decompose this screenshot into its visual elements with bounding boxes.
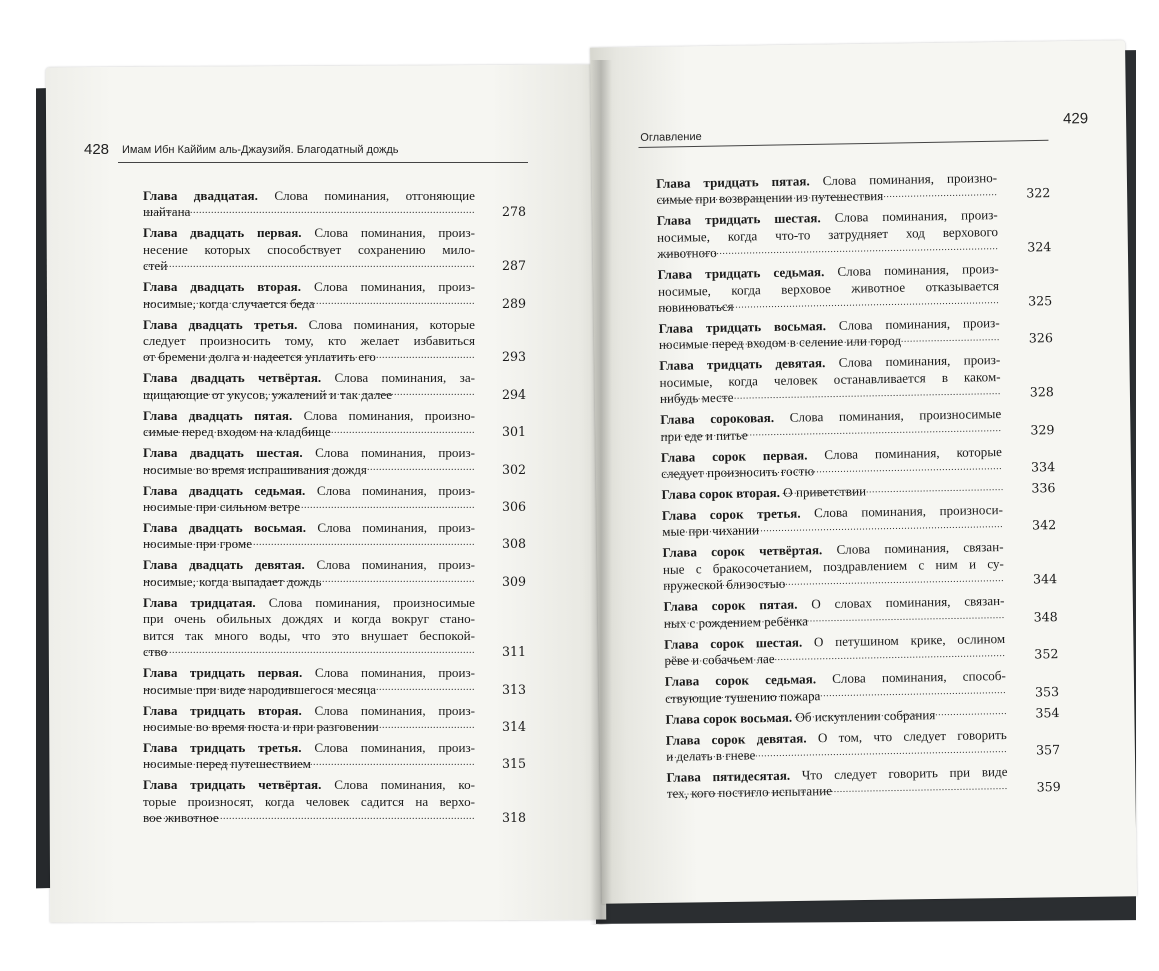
chapter-description: рёве и собачьем лае ..... (664, 651, 774, 668)
toc-page-number: 311 (501, 644, 526, 660)
chapter-description: Слова поминания, которые (807, 443, 1002, 463)
chapter-description: ство ..... (143, 644, 167, 659)
toc-page-number: 314 (501, 718, 526, 734)
toc-entry (143, 557, 526, 590)
chapter-description: Слова поминания, за- (321, 370, 475, 386)
toc-entry-line (143, 703, 475, 719)
toc-page-number: 326 (1028, 330, 1054, 346)
toc-page-number: 293 (501, 349, 526, 365)
chapter-label: Глава тридцать пятая. (656, 173, 810, 191)
toc-page-number: 278 (501, 204, 526, 220)
chapter-description: Слова поминания, произ- (301, 279, 475, 295)
toc-entry (143, 188, 526, 221)
toc-entry-title (143, 370, 475, 403)
chapter-label: Глава сорок четвёртая. (662, 542, 823, 561)
chapter-label: Глава двадцать девятая. (143, 557, 305, 573)
chapter-description: носимые, когда случается беда ..... (143, 296, 315, 311)
toc-entry-line (143, 462, 475, 478)
chapter-description: Слова поминания, произносимые (773, 406, 1002, 426)
toc-page-number: 342 (1031, 517, 1057, 533)
toc-page-number: 329 (1030, 421, 1055, 438)
toc-entry-title (659, 315, 1001, 354)
chapter-description: Слова поминания, произ- (302, 445, 475, 461)
toc-entry-line (143, 794, 475, 810)
toc-entry-line (665, 684, 1006, 706)
toc-entry-line (667, 780, 1008, 802)
toc-entry (661, 480, 1055, 503)
toc-entry-title (658, 261, 1000, 316)
toc-entry-title (666, 764, 1008, 803)
chapter-description: вое животное ..... (143, 810, 219, 825)
toc-entry-line (665, 705, 1006, 727)
toc-page-number: 302 (501, 461, 526, 477)
toc-page-number: 344 (1032, 571, 1058, 587)
toc-entry-line (143, 333, 475, 349)
chapter-label: Глава двадцать первая. (143, 225, 302, 241)
chapter-description: ных с рождением ребёнка ..... (664, 613, 808, 631)
toc-entry (662, 539, 1057, 595)
toc-entry-title (657, 207, 999, 262)
chapter-description: Слова поминания, произ- (306, 520, 475, 536)
chapter-description: Слова поминания, произ- (304, 557, 475, 573)
chapter-description: и делать в гневе ..... (666, 747, 756, 764)
toc-page-number: 294 (501, 386, 526, 402)
chapter-description: Слова поминания, отгоняющие (257, 188, 475, 203)
toc-entry-line (660, 423, 1001, 445)
toc-entry-title (143, 557, 475, 590)
chapter-label: Глава сорок шестая. (664, 634, 803, 652)
toc-entry-line (661, 460, 1002, 482)
chapter-description: О том, что следует говорить (806, 726, 1007, 745)
toc-entry-line (660, 385, 1001, 407)
toc-entry (663, 592, 1058, 632)
toc-entry-line (143, 557, 475, 573)
chapter-description: Слова поминания, произ- (301, 739, 475, 755)
chapter-label: Глава двадцать седьмая. (143, 482, 306, 498)
toc-entry-line (143, 349, 475, 365)
chapter-description: Слова поминания, способ- (815, 668, 1006, 687)
toc-entry-line (656, 186, 997, 208)
toc-page-number: 287 (501, 258, 526, 274)
chapter-description: вится так много воды, что это внушает беспокой- (143, 627, 475, 643)
toc-page-number: 301 (501, 424, 526, 440)
toc-entry-line (659, 331, 1000, 353)
chapter-description: шайтана ..... (143, 204, 190, 219)
toc-entry-line (143, 317, 475, 333)
chapter-label: Глава двадцать третья. (143, 316, 298, 332)
toc-entry (666, 763, 1061, 803)
chapter-label: Глава сорок восьмая. (665, 709, 793, 727)
toc-entry-line (143, 810, 475, 826)
toc-page-number: 313 (501, 681, 526, 697)
chapter-description: повиноваться ..... (658, 299, 734, 315)
toc-entry-title (663, 593, 1005, 632)
toc-entry-line (143, 520, 475, 536)
chapter-description: носимые во время поста и при разговении ..... (143, 719, 379, 734)
chapter-label: Глава двадцать четвёртая. (143, 370, 322, 386)
chapter-description: ные с бракосочетанием, поздравлением с ним и су- (662, 555, 1004, 577)
toc-entry (143, 445, 526, 478)
toc-page-number: 308 (501, 536, 526, 552)
chapter-description: мые при чихании ..... (662, 523, 759, 540)
left-running-title: Имам Ибн Каййим аль-Джаузийя. Благодатный дождь (122, 144, 399, 156)
chapter-description: О петушином крике, ослином (802, 630, 1006, 650)
chapter-description: носимые, когда выпадает дождь ..... (143, 574, 322, 589)
chapter-description: Слова поминания, произно- (292, 407, 475, 423)
toc-entry (143, 740, 526, 773)
toc-page-number: 357 (1035, 741, 1061, 758)
chapter-description: щищающие от укусов, ужалений и так далее ..... (143, 387, 392, 402)
toc-entry-line (143, 258, 475, 274)
toc-entry-line (143, 611, 475, 627)
chapter-description: Слова поминания, ко- (321, 777, 475, 793)
toc-entry-line (143, 756, 475, 772)
chapter-label: Глава двадцать пятая. (143, 407, 293, 423)
chapter-label: Глава тридцать шестая. (656, 210, 821, 229)
chapter-label: Глава пятидесятая. (666, 767, 791, 785)
chapter-description: тех, кого постигло испытание ..... (667, 783, 832, 801)
toc-entry-title (143, 703, 475, 736)
chapter-description: Слова поминания, произ- (825, 315, 1000, 334)
toc-entry-line (143, 408, 475, 424)
book-gutter (590, 60, 612, 925)
toc-page-number: 353 (1034, 683, 1060, 699)
chapter-description: ствующие тушению пожара ..... (665, 688, 821, 706)
toc-page-number: 328 (1029, 384, 1054, 400)
toc-entry-line (666, 743, 1007, 765)
chapter-description: О словах поминания, связан- (797, 593, 1005, 612)
toc-entry-title (143, 595, 475, 661)
toc-page-number: 318 (501, 810, 526, 826)
toc-entry (661, 443, 1056, 483)
chapter-label: Глава сорок третья. (661, 505, 801, 524)
toc-entry-line (143, 665, 475, 681)
chapter-description: Что следует говорить при виде (790, 763, 1008, 783)
toc-entry-line (143, 370, 475, 386)
chapter-description: Слова поминания, произносимые (255, 594, 475, 610)
toc-page-number: 315 (501, 756, 526, 772)
toc-page-number: 359 (1036, 779, 1061, 795)
chapter-description: при еде и питье ..... (660, 427, 747, 444)
toc-page-number: 348 (1033, 608, 1058, 625)
chapter-description: Слова поминания, произ- (301, 702, 475, 718)
toc-entry-line (663, 572, 1004, 594)
chapter-label: Глава тридцать первая. (143, 665, 303, 681)
toc-entry-line (143, 204, 475, 220)
toc-entry (665, 705, 1059, 728)
toc-entry-title (662, 539, 1004, 594)
toc-page-number: 325 (1028, 293, 1053, 309)
chapter-description: несение которых способствует сохранению мило- (143, 241, 475, 257)
toc-entry-line (661, 481, 1002, 503)
chapter-description: Слова поминания, произно- (809, 170, 998, 189)
chapter-description: нибудь месте ..... (660, 390, 734, 406)
toc-entry (665, 667, 1060, 707)
toc-entry (143, 370, 526, 403)
toc-entry-title (143, 445, 475, 478)
toc-page-number: 354 (1035, 704, 1060, 720)
toc-entry-line (143, 445, 475, 461)
toc-entry-line (143, 719, 475, 735)
toc-entry-title (664, 631, 1006, 670)
toc-entry (143, 777, 526, 826)
toc-page-number: 289 (501, 295, 526, 311)
toc-entry (658, 260, 1053, 316)
toc-entry-title (143, 188, 475, 221)
chapter-description: Слова поминания, произ- (301, 225, 475, 241)
toc-entry-title (662, 502, 1004, 541)
chapter-label: Глава тридцать четвёртая. (143, 777, 322, 793)
toc-entry-title (661, 481, 1002, 503)
right-toc (656, 169, 1061, 807)
toc-entry-line (143, 536, 475, 552)
chapter-label: Глава сорок пятая. (663, 596, 798, 615)
chapter-label: Глава сорок девятая. (665, 729, 807, 748)
toc-entry-line (664, 647, 1005, 669)
chapter-description: Слова поминания, произ- (305, 482, 475, 498)
toc-page-number: 336 (1031, 480, 1056, 496)
toc-entry-line (662, 518, 1003, 540)
chapter-description: носимые, когда человек останавливается в каком- (659, 368, 1001, 390)
chapter-label: Глава сороковая. (660, 410, 775, 428)
chapter-label: Глава тридцать девятая. (659, 355, 826, 374)
toc-entry-line (143, 682, 475, 698)
chapter-description: Слова поминания, которые (297, 316, 475, 332)
toc-entry-title (143, 483, 475, 516)
toc-entry-title (660, 406, 1002, 445)
chapter-description: Слова поминания, произ- (820, 207, 998, 226)
chapter-label: Глава тридцать седьмая. (657, 264, 825, 283)
chapter-label: Глава тридцать третья. (143, 739, 302, 755)
toc-page-number: 334 (1030, 459, 1056, 475)
toc-entry-line (664, 610, 1005, 632)
toc-entry-title (143, 408, 475, 441)
chapter-label: Глава двадцать восьмая. (143, 520, 306, 536)
chapter-description: носимые перед путешествием ..... (143, 756, 311, 771)
chapter-description: стей ..... (143, 258, 167, 273)
toc-entry (143, 225, 526, 274)
chapter-description: следует произносить тому, кто желает избавиться (143, 333, 475, 349)
toc-entry-line (143, 225, 475, 241)
toc-entry-line (143, 628, 475, 644)
chapter-label: Глава тридцать вторая. (143, 702, 302, 718)
chapter-description: симые при возвращении из путешествия ..... (656, 188, 883, 207)
chapter-description: носимые во время испрашивания дождя ..... (143, 462, 367, 477)
toc-entry (143, 665, 526, 698)
toc-entry (664, 630, 1059, 670)
toc-entry-title (143, 520, 475, 553)
chapter-description: Слова поминания, произ- (302, 665, 475, 681)
left-toc (143, 188, 526, 831)
chapter-description: Слова поминания, произ- (824, 261, 999, 280)
chapter-description: пружеской близостью ..... (663, 576, 785, 593)
chapter-description: носимые, когда верховое животное отказывается (657, 277, 1000, 299)
chapter-description: О приветствии ..... (780, 483, 866, 500)
toc-entry (666, 726, 1061, 766)
toc-entry (660, 405, 1055, 445)
toc-entry-line (143, 483, 475, 499)
toc-entry-title (143, 740, 475, 773)
toc-entry (659, 314, 1054, 354)
toc-entry-line (143, 499, 475, 515)
toc-entry-title (143, 777, 475, 826)
toc-entry (143, 408, 526, 441)
toc-entry (143, 483, 526, 516)
left-page-number: 428 (84, 141, 110, 158)
chapter-description: Слова поминания, произноси- (800, 502, 1004, 521)
toc-entry-line (143, 777, 475, 793)
toc-entry-line (143, 279, 475, 295)
toc-entry-title (143, 665, 475, 698)
chapter-label: Глава двадцатая. (143, 188, 258, 203)
toc-entry-line (143, 595, 475, 611)
chapter-label: Глава сорок седьмая. (664, 671, 817, 690)
chapter-description: симые перед входом на кладбище ..... (143, 424, 331, 439)
chapter-label: Глава тридцать восьмая. (658, 318, 827, 337)
toc-entry-title (665, 668, 1007, 707)
toc-entry-title (143, 225, 475, 274)
chapter-description: носимые, когда что-то затрудняет ход верхового (656, 223, 999, 245)
toc-entry-title (143, 317, 475, 366)
toc-entry (143, 279, 526, 312)
toc-entry (656, 169, 1051, 209)
toc-entry-title (143, 279, 475, 312)
chapter-description: при очень обильных дождях и когда вокруг стано- (143, 611, 475, 627)
toc-entry-title (659, 352, 1001, 407)
toc-entry-line (143, 740, 475, 756)
toc-page-number: 309 (501, 573, 526, 589)
toc-page-number: 322 (1026, 185, 1051, 201)
chapter-label: Глава сорок первая. (660, 447, 808, 465)
chapter-label: Глава двадцать шестая. (143, 445, 303, 461)
toc-entry-line (658, 294, 999, 316)
toc-entry-line (143, 644, 475, 660)
toc-entry-line (143, 574, 475, 590)
toc-entry-line (143, 296, 475, 312)
toc-entry (143, 317, 526, 366)
toc-entry-line (143, 424, 475, 440)
toc-entry-line (143, 188, 475, 204)
toc-entry-line (143, 387, 475, 403)
toc-entry-line (657, 240, 998, 262)
toc-entry-title (665, 705, 1006, 727)
toc-page-number: 352 (1034, 646, 1059, 662)
toc-entry (662, 501, 1057, 541)
chapter-label: Глава двадцать вторая. (143, 279, 302, 295)
toc-entry (659, 352, 1054, 408)
toc-entry-title (656, 170, 998, 209)
chapter-description: носимые при виде народившегося месяца ..... (143, 682, 376, 697)
chapter-description: торые произносят, когда человек садится на верхо- (143, 793, 475, 809)
toc-page-number: 324 (1027, 239, 1052, 255)
chapter-description: Слова поминания, произ- (825, 352, 1001, 371)
toc-entry-title (666, 726, 1008, 765)
chapter-description: носимые при сильном ветре ..... (143, 499, 300, 514)
chapter-description: животного ..... (657, 245, 717, 261)
left-header-rule (118, 162, 528, 163)
toc-page-number: 306 (501, 499, 526, 515)
chapter-description: от бремени долга и надеется уплатить его ..... (143, 349, 376, 364)
toc-entry (657, 207, 1052, 263)
chapter-label: Глава тридцатая. (143, 594, 256, 610)
chapter-label: Глава сорок вторая. (661, 484, 781, 503)
right-page-number: 429 (1062, 110, 1089, 128)
toc-entry-title (661, 444, 1003, 483)
right-running-title: Оглавление (640, 130, 702, 144)
toc-entry (143, 595, 526, 661)
toc-entry-line (143, 242, 475, 258)
chapter-description: следует произносить гостю ..... (661, 463, 814, 481)
toc-entry (143, 703, 526, 736)
chapter-description: Слова поминания, связан- (822, 539, 1004, 558)
chapter-description: Об искуплении собрания ..... (792, 707, 936, 724)
chapter-description: носимые перед входом в селение или город ..... (659, 333, 901, 352)
toc-entry (143, 520, 526, 553)
chapter-description: носимые при громе ..... (143, 536, 252, 551)
